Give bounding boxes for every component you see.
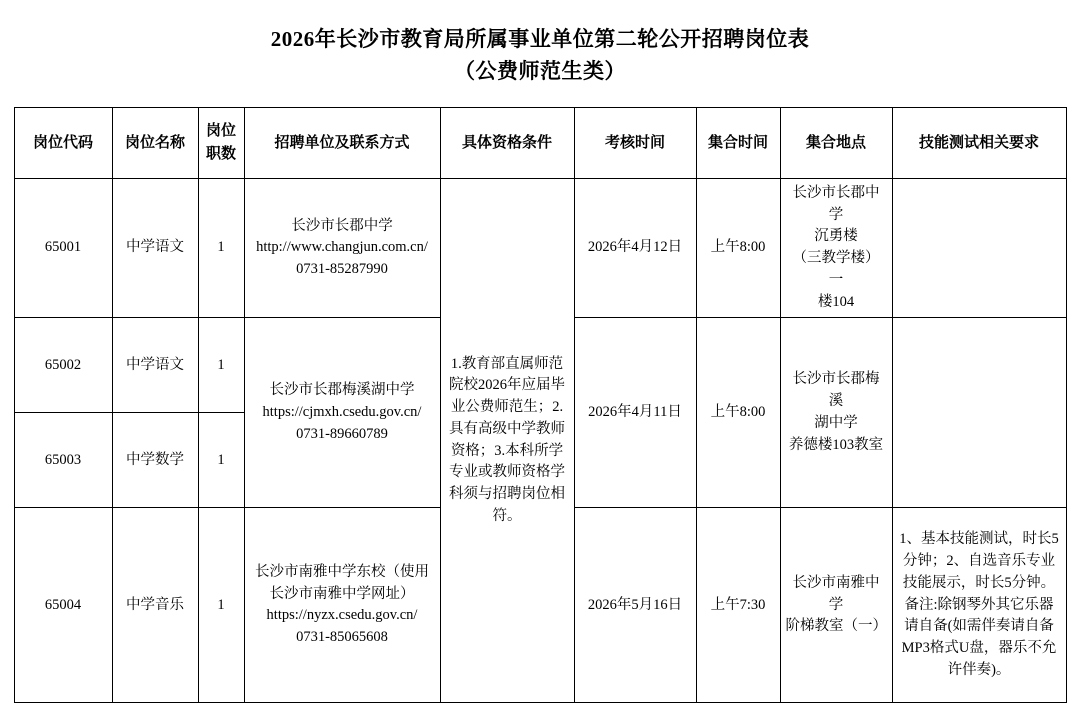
cell-exam-time: 2026年5月16日 (574, 508, 696, 703)
column-header-name: 岗位名称 (112, 107, 198, 178)
place-line: 湖中学 (814, 414, 858, 431)
cell-code: 65004 (14, 508, 112, 703)
job-positions-table (14, 107, 1067, 703)
unit-name: 长沙市长郡梅溪湖中学 (269, 382, 415, 399)
cell-unit (244, 178, 440, 318)
unit-name: 长沙市南雅中学东校（使用长沙市南雅中学网址） (255, 563, 429, 602)
place-line: 长沙市长郡梅溪 (792, 371, 880, 410)
cell-name: 中学语文 (112, 318, 198, 413)
column-header-unit: 招聘单位及联系方式 (244, 107, 440, 178)
column-header-count: 岗位职数 (198, 107, 244, 178)
cell-gather-place (780, 178, 892, 318)
page-subtitle: （公费师范生类） (454, 59, 626, 84)
cell-unit (244, 508, 440, 703)
cell-code: 65002 (14, 318, 112, 413)
cell-exam-time: 2026年4月12日 (574, 178, 696, 318)
cell-count: 1 (198, 508, 244, 703)
cell-gather-time: 上午8:00 (696, 318, 780, 508)
place-line: （三教学楼）一 (792, 250, 880, 288)
unit-website: https://nyzx.csedu.gov.cn/ (266, 607, 418, 624)
place-line: 养德楼103教室 (788, 436, 884, 453)
cell-gather-time: 上午7:30 (696, 508, 780, 703)
place-line: 阶梯教室（一） (785, 618, 887, 635)
unit-website: https://cjmxh.csedu.gov.cn/ (262, 404, 422, 420)
cell-skill-requirements (892, 178, 1066, 318)
cell-skill-requirements: 1、基本技能测试，时长5分钟；2、自选音乐专业技能展示，时长5分钟。备注:除钢琴外其它乐器请自备(如需伴奏请自备MP3格式U盘，器乐不允许伴奏)。 (892, 508, 1066, 703)
cell-skill-requirements (892, 318, 1066, 508)
cell-count: 1 (198, 178, 244, 318)
cell-count: 1 (198, 318, 244, 413)
unit-website: http://www.changjun.com.cn/ (256, 239, 428, 256)
column-header-gather-time: 集合时间 (696, 107, 780, 178)
place-line: 沉勇楼 (814, 228, 858, 245)
column-header-exam-time: 考核时间 (574, 107, 696, 178)
place-line: 长沙市南雅中学 (792, 574, 880, 613)
unit-name: 长沙市长郡中学 (291, 217, 393, 234)
cell-code: 65001 (14, 178, 112, 318)
table-header-row (14, 107, 1066, 178)
column-header-qualification: 具体资格条件 (440, 107, 574, 178)
unit-phone: 0731-85287990 (296, 261, 388, 277)
unit-phone: 0731-85065608 (296, 629, 388, 646)
unit-phone: 0731-89660789 (296, 425, 388, 442)
column-header-skill-requirements: 技能测试相关要求 (892, 107, 1066, 178)
table-row (14, 178, 1066, 318)
place-line: 楼104 (817, 293, 855, 310)
column-header-code: 岗位代码 (14, 107, 112, 178)
column-header-gather-place: 集合地点 (780, 107, 892, 178)
cell-gather-time: 上午8:00 (696, 178, 780, 318)
cell-name: 中学数学 (112, 413, 198, 508)
cell-gather-place (780, 318, 892, 508)
cell-unit (244, 318, 440, 508)
cell-count: 1 (198, 413, 244, 508)
cell-exam-time: 2026年4月11日 (574, 318, 696, 508)
cell-name: 中学语文 (112, 178, 198, 318)
page-title: 2026年长沙市教育局所属事业单位第二轮公开招聘岗位表 (270, 27, 810, 51)
place-line: 长沙市长郡中学 (792, 184, 880, 223)
title-block (0, 0, 1080, 87)
cell-gather-place (780, 508, 892, 703)
cell-name: 中学音乐 (112, 508, 198, 703)
cell-qualification: 1.教育部直属师范院校2026年应届毕业公费师范生；2.具有高级中学教师资格；3.本科所学专业或教师资格学科须与招聘岗位相符。 (440, 178, 574, 703)
cell-code: 65003 (14, 413, 112, 508)
